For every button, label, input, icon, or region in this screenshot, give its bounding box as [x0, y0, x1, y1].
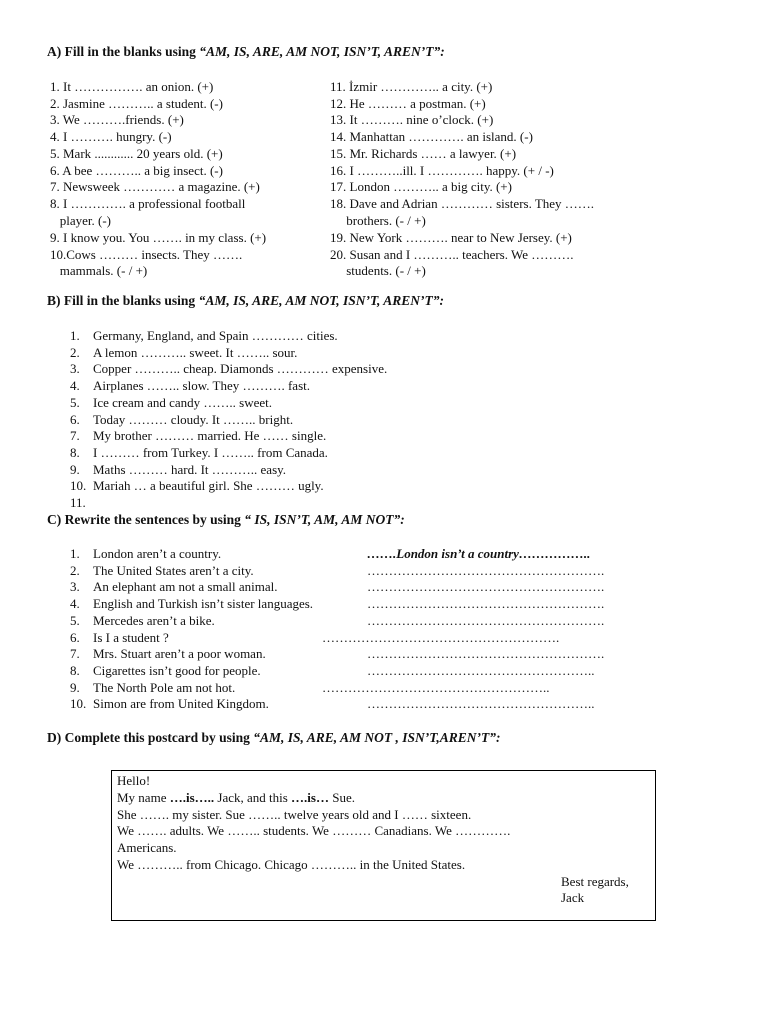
- section-c-heading: [47, 512, 405, 528]
- exercise-a-item: 20. Susan and I ……….. teachers. We ……….: [330, 247, 574, 262]
- answer-line: …….London isn’t a country……………..: [367, 546, 591, 561]
- item-number: 11.: [70, 495, 86, 510]
- section-a-heading: [47, 44, 445, 60]
- exercise-b-item: [70, 478, 324, 494]
- item-text: Mariah … a beautiful girl. She ……… ugly.: [93, 478, 324, 494]
- item-number: 2.: [70, 344, 80, 360]
- exercise-c-item: [70, 630, 169, 646]
- answer-line: ……………………………………………….: [367, 596, 605, 612]
- item-text: Copper ……….. cheap. Diamonds ………… expensive.: [93, 361, 388, 377]
- item-number: 4.: [70, 596, 80, 612]
- section-c-heading-prefix: C) Rewrite the sentences by using: [47, 512, 245, 527]
- exercise-a-item: 9. I know you. You ……. in my class. (+): [50, 230, 267, 245]
- exercise-a-item: 4. I ………. hungry. (-): [50, 129, 172, 144]
- exercise-a-item: 1. It ……………. an onion. (+): [50, 79, 214, 94]
- postcard-line-1-a: My name: [117, 790, 170, 805]
- item-text: Germany, England, and Spain ………… cities.: [93, 328, 338, 343]
- item-text: A lemon ……….. sweet. It …….. sour.: [93, 344, 298, 360]
- item-number: 7.: [70, 428, 80, 444]
- answer-line: ……………………………………………….: [322, 629, 560, 645]
- item-text: Cigarettes isn’t good for people.: [93, 662, 261, 678]
- exercise-b-item: [70, 345, 297, 361]
- exercise-b-item: [70, 328, 338, 344]
- item-text: An elephant am not a small animal.: [93, 579, 278, 595]
- exercise-a-item: player. (-): [50, 213, 112, 228]
- item-text: Is I a student ?: [93, 629, 169, 645]
- exercise-a-item: mammals. (- / +): [50, 263, 148, 278]
- exercise-a-item: 13. It ………. nine o’clock. (+): [330, 112, 494, 127]
- postcard-line-1-e: Sue.: [328, 790, 355, 805]
- postcard-line-1-c: Jack, and this: [214, 790, 292, 805]
- postcard-line-5: We ……….. from Chicago. Chicago ……….. in the United States.: [117, 857, 466, 872]
- item-text: I ……… from Turkey. I …….. from Canada.: [93, 444, 328, 460]
- section-d-heading-prefix: D) Complete this postcard by using: [47, 730, 254, 745]
- exercise-a-item: 14. Manhattan …………. an island. (-): [330, 129, 533, 144]
- item-number: 4.: [70, 378, 80, 394]
- exercise-a-item: 19. New York ………. near to New Jersey. (+): [330, 230, 572, 245]
- item-text: Mercedes aren’t a bike.: [93, 612, 215, 628]
- item-text: Ice cream and candy …….. sweet.: [93, 394, 273, 410]
- exercise-a-item: 3. We ……….friends. (+): [50, 112, 184, 127]
- postcard-line-2: She ……. my sister. Sue …….. twelve years old and I …… sixteen.: [117, 807, 472, 822]
- exercise-a-item: brothers. (- / +): [330, 213, 426, 228]
- section-d-heading-quote: “AM, IS, ARE, AM NOT , ISN’T,AREN’T”:: [253, 730, 501, 745]
- item-text: My brother ……… married. He …… single.: [93, 428, 327, 444]
- answer-line: ……………………………………………..: [367, 696, 595, 712]
- item-number: 10.: [70, 478, 87, 494]
- item-number: 8.: [70, 662, 80, 678]
- item-number: 2.: [70, 562, 80, 578]
- item-number: 6.: [70, 629, 80, 645]
- exercise-b-item: [70, 428, 326, 444]
- item-text: London aren’t a country.: [93, 546, 222, 561]
- item-text: English and Turkish isn’t sister languages.: [93, 596, 314, 612]
- item-number: 8.: [70, 444, 80, 460]
- answer-line: ……………………………………………..: [322, 679, 550, 695]
- item-text: Simon are from United Kingdom.: [93, 696, 269, 712]
- section-d-heading: [47, 730, 500, 746]
- item-text: Today ……… cloudy. It …….. bright.: [93, 411, 294, 427]
- section-a-heading-prefix: A) Fill in the blanks using: [47, 44, 200, 59]
- section-a-heading-quote: “AM, IS, ARE, AM NOT, ISN’T, AREN’T”:: [199, 44, 445, 59]
- item-text: Mrs. Stuart aren’t a poor woman.: [93, 646, 266, 662]
- section-b-heading: [47, 293, 444, 309]
- postcard-line-4: Americans.: [117, 840, 177, 855]
- item-number: 3.: [70, 579, 80, 595]
- item-text: Airplanes …….. slow. They ………. fast.: [93, 378, 311, 394]
- exercise-a-item: 12. He ……… a postman. (+): [330, 96, 486, 111]
- postcard-answer-1: ….is…..: [169, 790, 215, 805]
- postcard-closing: Best regards,: [561, 874, 629, 889]
- postcard-box: [111, 770, 656, 921]
- item-number: 7.: [70, 646, 80, 662]
- item-number: 6.: [70, 411, 80, 427]
- answer-line: ……………………………………………..: [367, 662, 595, 678]
- item-text: The United States aren’t a city.: [93, 562, 254, 578]
- exercise-a-item: 8. I …………. a professional football: [50, 196, 246, 211]
- exercise-c-item: [70, 579, 277, 595]
- exercise-b-item: [70, 378, 310, 394]
- item-number: 5.: [70, 612, 80, 628]
- item-text: Maths ……… hard. It ……….. easy.: [93, 461, 287, 477]
- item-number: 10.: [70, 696, 87, 712]
- item-number: 9.: [70, 461, 80, 477]
- item-number: 3.: [70, 361, 80, 377]
- exercise-c-item: [70, 613, 215, 629]
- exercise-c-item: [70, 646, 266, 662]
- exercise-a-item: 11. İzmir ………….. a city. (+): [330, 79, 493, 94]
- postcard-greeting: Hello!: [117, 773, 151, 788]
- exercise-a-item: 5. Mark ............ 20 years old. (+): [50, 146, 223, 161]
- exercise-a-item: students. (- / +): [330, 263, 426, 278]
- exercise-b-item: [70, 462, 286, 478]
- item-number: 9.: [70, 679, 80, 695]
- exercise-a-item: 16. I ………..ill. I …………. happy. (+ / -): [330, 163, 554, 178]
- postcard-answer-2: ….is…: [291, 790, 329, 805]
- answer-line: ……………………………………………….: [367, 646, 605, 662]
- exercise-b-item: [70, 395, 272, 411]
- exercise-c-item: [70, 596, 313, 612]
- section-c-heading-quote: “ IS, ISN’T, AM, AM NOT”:: [244, 512, 405, 527]
- exercise-a-item: 7. Newsweek ………… a magazine. (+): [50, 179, 260, 194]
- answer-line: ……………………………………………….: [367, 579, 605, 595]
- exercise-b-item: [70, 445, 328, 461]
- section-b-heading-quote: “AM, IS, ARE, AM NOT, ISN’T, AREN’T”:: [198, 293, 444, 308]
- exercise-b-item: [70, 361, 387, 377]
- exercise-a-item: 6. A bee ……….. a big insect. (-): [50, 163, 223, 178]
- exercise-b-item: [70, 495, 93, 511]
- exercise-c-item: [70, 696, 269, 712]
- section-b-heading-prefix: B) Fill in the blanks using: [47, 293, 199, 308]
- exercise-c-item: [70, 680, 235, 696]
- exercise-c-item: [70, 546, 221, 562]
- exercise-a-item: 18. Dave and Adrian ………… sisters. They …….: [330, 196, 595, 211]
- postcard-signature: Jack: [561, 890, 585, 905]
- item-number: 1.: [70, 546, 80, 561]
- exercise-c-item: [70, 563, 254, 579]
- exercise-b-item: [70, 412, 293, 428]
- item-text: The North Pole am not hot.: [93, 679, 236, 695]
- answer-line: ……………………………………………….: [367, 612, 605, 628]
- exercise-a-item: 17. London ……….. a big city. (+): [330, 179, 512, 194]
- exercise-a-item: 10.Cows ……… insects. They …….: [50, 247, 243, 262]
- item-number: 1.: [70, 328, 80, 343]
- exercise-a-item: 2. Jasmine ……….. a student. (-): [50, 96, 223, 111]
- postcard-line-3: We ……. adults. We …….. students. We ……… Canadians. We ………….: [117, 823, 511, 838]
- item-number: 5.: [70, 394, 80, 410]
- exercise-a-item: 15. Mr. Richards …… a lawyer. (+): [330, 146, 517, 161]
- answer-line: ……………………………………………….: [367, 562, 605, 578]
- exercise-c-item: [70, 663, 261, 679]
- postcard-line-1: [117, 790, 355, 806]
